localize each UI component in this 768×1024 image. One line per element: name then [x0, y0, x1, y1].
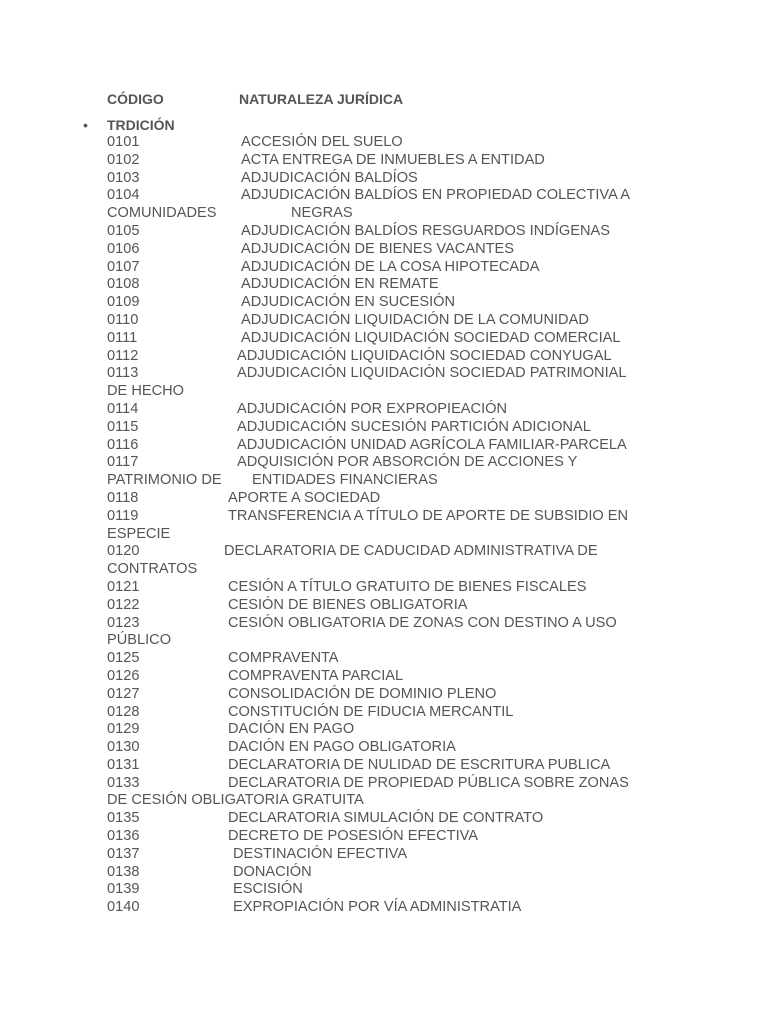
item-code: 0140: [107, 899, 140, 916]
item-code: 0114: [107, 400, 139, 417]
item-description: APORTE A SOCIEDAD: [228, 489, 381, 506]
continuation-text: PATRIMONIO DE: [107, 472, 222, 489]
list-item: [107, 437, 667, 455]
list-item: [107, 543, 667, 561]
list-item: [107, 294, 667, 312]
item-code: 0138: [107, 863, 140, 880]
item-description: DECLARATORIA DE PROPIEDAD PÚBLICA SOBRE ZONAS: [228, 774, 629, 791]
item-code: 0126: [107, 667, 140, 684]
item-description: DONACIÓN: [233, 863, 312, 880]
item-description: DECRETO DE POSESIÓN EFECTIVA: [228, 828, 479, 845]
item-description: ACCESIÓN DEL SUELO: [241, 134, 403, 150]
item-code: 0125: [107, 650, 140, 667]
list-item: [107, 846, 667, 864]
item-code: 0113: [107, 365, 139, 382]
list-item: [107, 686, 667, 704]
list-item: [107, 881, 667, 899]
item-code: 0121: [107, 578, 140, 595]
item-code: 0119: [107, 507, 139, 524]
section-title: TRDICIÓN: [107, 117, 175, 133]
item-code: 0115: [107, 418, 139, 435]
item-code: 0127: [107, 685, 140, 702]
list-item: [107, 170, 667, 188]
item-description: EXPROPIACIÓN POR VÍA ADMINISTRATIA: [233, 899, 522, 916]
item-description: DECLARATORIA SIMULACIÓN DE CONTRATO: [228, 810, 544, 827]
continuation-text: PÚBLICO: [107, 632, 172, 649]
item-code: 0120: [107, 543, 140, 560]
item-code: 0139: [107, 881, 140, 898]
bullet-icon: •: [83, 117, 88, 133]
item-code: 0131: [107, 756, 140, 773]
item-description: DESTINACIÓN EFECTIVA: [233, 845, 408, 862]
list-item: [107, 259, 667, 277]
item-description: ESCISIÓN: [233, 881, 303, 898]
item-description: ADJUDICACIÓN EN SUCESIÓN: [241, 294, 456, 311]
list-item: [107, 365, 667, 383]
item-description: ADJUDICACIÓN BALDÍOS RESGUARDOS INDÍGENAS: [241, 222, 610, 239]
item-description: CESIÓN OBLIGATORIA DE ZONAS CON DESTINO A USO: [228, 614, 617, 631]
list-item: [107, 490, 667, 508]
item-description: ADJUDICACIÓN LIQUIDACIÓN SOCIEDAD PATRIMONIAL: [237, 365, 627, 382]
item-description: ADJUDICACIÓN BALDÍOS EN PROPIEDAD COLECTIVA A: [241, 187, 630, 204]
list-item: [107, 704, 667, 722]
list-item: [107, 152, 667, 170]
item-code: 0111: [107, 329, 138, 346]
item-code: 0107: [107, 258, 140, 275]
item-description: COMPRAVENTA: [228, 650, 339, 667]
item-description: ADJUDICACIÓN LIQUIDACIÓN SOCIEDAD COMERCIAL: [241, 329, 621, 346]
list-item: [107, 579, 667, 597]
item-code: 0109: [107, 294, 140, 311]
list-item: [107, 276, 667, 294]
code-column-header: CÓDIGO: [107, 91, 164, 107]
list-item: [107, 241, 667, 259]
item-description: ADJUDICACIÓN SUCESIÓN PARTICIÓN ADICIONAL: [237, 418, 591, 435]
item-description: CESIÓN DE BIENES OBLIGATORIA: [228, 596, 468, 613]
list-item: [107, 775, 667, 793]
list-item-continuation: [107, 205, 667, 223]
item-description: ADQUISICIÓN POR ABSORCIÓN DE ACCIONES Y: [237, 454, 578, 471]
list-item: [107, 134, 667, 152]
list-item: [107, 757, 667, 775]
list-item-continuation: [107, 792, 667, 810]
item-description: ADJUDICACIÓN DE LA COSA HIPOTECADA: [241, 258, 540, 275]
list-item: [107, 401, 667, 419]
continuation-text: COMUNIDADES: [107, 205, 217, 222]
item-description: CESIÓN A TÍTULO GRATUITO DE BIENES FISCALES: [228, 578, 587, 595]
list-item: [107, 864, 667, 882]
item-code: 0117: [107, 454, 139, 471]
item-code: 0103: [107, 169, 140, 186]
item-description: ACTA ENTREGA DE INMUEBLES A ENTIDAD: [241, 151, 545, 168]
list-item: [107, 828, 667, 846]
continuation-text: DE HECHO: [107, 383, 185, 400]
item-description: CONSOLIDACIÓN DE DOMINIO PLENO: [228, 685, 497, 702]
item-code: 0110: [107, 311, 139, 328]
item-description: COMPRAVENTA PARCIAL: [228, 667, 404, 684]
list-item: [107, 721, 667, 739]
item-code: 0133: [107, 774, 140, 791]
list-item-continuation: [107, 472, 667, 490]
item-code: 0136: [107, 828, 140, 845]
item-code: 0104: [107, 187, 140, 204]
list-item-continuation: [107, 632, 667, 650]
item-description: ADJUDICACIÓN DE BIENES VACANTES: [241, 240, 515, 257]
item-description: ADJUDICACIÓN EN REMATE: [241, 276, 439, 293]
list-item: [107, 187, 667, 205]
list-item: [107, 348, 667, 366]
list-item: [107, 419, 667, 437]
continuation-text: DE CESIÓN OBLIGATORIA GRATUITA: [107, 792, 364, 809]
item-code: 0122: [107, 596, 140, 613]
item-code: 0129: [107, 721, 140, 738]
list-item-continuation: [107, 526, 667, 544]
item-code: 0108: [107, 276, 140, 293]
list-item: [107, 739, 667, 757]
item-description: DECLARATORIA DE CADUCIDAD ADMINISTRATIVA DE: [224, 543, 598, 560]
continuation-text-end: NEGRAS: [291, 205, 353, 222]
list-item: [107, 810, 667, 828]
item-description: ADJUDICACIÓN BALDÍOS: [241, 169, 418, 186]
item-description: DACIÓN EN PAGO: [228, 721, 355, 738]
item-code: 0112: [107, 347, 139, 364]
list-item: [107, 650, 667, 668]
list-item: [107, 454, 667, 472]
item-code: 0128: [107, 703, 140, 720]
list-item: [107, 899, 667, 917]
item-code: 0116: [107, 436, 139, 453]
item-description: ADJUDICACIÓN LIQUIDACIÓN SOCIEDAD CONYUGAL: [237, 347, 612, 364]
item-code: 0106: [107, 240, 140, 257]
list-item: [107, 508, 667, 526]
item-code: 0105: [107, 222, 140, 239]
item-description: DACIÓN EN PAGO OBLIGATORIA: [228, 739, 456, 756]
item-description: CONSTITUCIÓN DE FIDUCIA MERCANTIL: [228, 703, 514, 720]
list-item-continuation: [107, 561, 667, 579]
item-code: 0101: [107, 134, 140, 150]
list-item: [107, 330, 667, 348]
item-description: ADJUDICACIÓN POR EXPROPIEACIÓN: [237, 400, 508, 417]
list-item: [107, 312, 667, 330]
item-code: 0102: [107, 151, 140, 168]
item-description: ADJUDICACIÓN UNIDAD AGRÍCOLA FAMILIAR-PARCELA: [237, 436, 627, 453]
item-description: DECLARATORIA DE NULIDAD DE ESCRITURA PUBLICA: [228, 756, 611, 773]
list-item-continuation: [107, 383, 667, 401]
item-code: 0137: [107, 845, 140, 862]
item-code: 0130: [107, 739, 140, 756]
code-list: [107, 134, 667, 917]
list-item: [107, 615, 667, 633]
nature-column-header: NATURALEZA JURÍDICA: [239, 91, 404, 107]
list-item: [107, 668, 667, 686]
item-description: ADJUDICACIÓN LIQUIDACIÓN DE LA COMUNIDAD: [241, 311, 589, 328]
list-item: [107, 597, 667, 615]
list-item: [107, 223, 667, 241]
item-code: 0135: [107, 810, 140, 827]
continuation-text-end: ENTIDADES FINANCIERAS: [252, 472, 438, 489]
item-code: 0118: [107, 489, 139, 506]
continuation-text: CONTRATOS: [107, 561, 198, 578]
item-description: TRANSFERENCIA A TÍTULO DE APORTE DE SUBSIDIO EN: [228, 507, 629, 524]
item-code: 0123: [107, 614, 140, 631]
continuation-text: ESPECIE: [107, 525, 171, 542]
